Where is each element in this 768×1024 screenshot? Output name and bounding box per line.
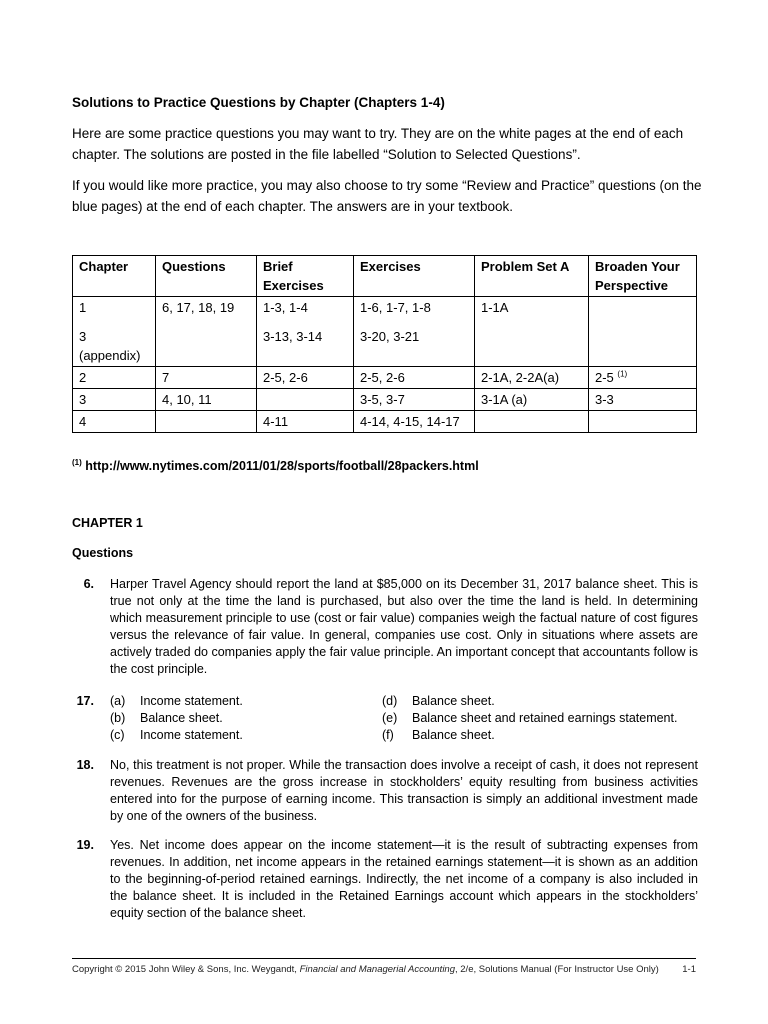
cell-chapter-3-appendix: 3 (appendix): [79, 329, 141, 363]
footnote-link[interactable]: http://www.nytimes.com/2011/01/28/sports/football/28packers.html: [85, 459, 479, 474]
col-header-broaden: Broaden Your Perspective: [589, 256, 697, 297]
table-row: [73, 389, 697, 411]
list-item: [110, 710, 223, 727]
footnote-marker: (1): [617, 369, 628, 379]
list-item-label: (d): [382, 694, 398, 708]
cell-questions: 4, 10, 11: [156, 389, 257, 411]
page-footer: [72, 964, 696, 975]
page-number: 1-1: [682, 964, 696, 975]
cell-chapter: [73, 297, 156, 367]
answer-number: 6.: [83, 577, 94, 591]
table-row: [73, 411, 697, 433]
cell-brief-1: 1-3, 1-4: [263, 300, 308, 315]
cell-exercises: [354, 297, 475, 367]
intro-paragraph-2: If you would like more practice, you may also choose to try some “Review and Practice” questions (on the blue pages) at the end of each chapter. The answers are in your textbook.: [72, 178, 702, 214]
col-header-exercises: Exercises: [354, 256, 475, 297]
footer-book-title: Financial and Managerial Accounting: [299, 964, 455, 975]
cell-chapter: 2: [73, 367, 156, 389]
cell-exercises-3: 3-20, 3-21: [360, 329, 420, 344]
cell-problem: [475, 411, 589, 433]
cell-questions: 6, 17, 18, 19: [156, 297, 257, 367]
cell-problem: 2-1A, 2-2A(a): [475, 367, 589, 389]
list-item-label: (b): [110, 711, 126, 725]
cell-brief-3: 3-13, 3-14: [263, 329, 323, 344]
list-item: [110, 727, 243, 744]
answer-number: 19.: [76, 838, 94, 852]
col-header-problem-set-a: Problem Set A: [475, 256, 589, 297]
list-item-text: Income statement.: [140, 694, 243, 708]
footnote: [72, 458, 479, 473]
cell-chapter-1: 1: [79, 300, 87, 315]
cell-chapter: 4: [73, 411, 156, 433]
table-header-row: [73, 256, 697, 297]
cell-questions: [156, 411, 257, 433]
list-item-text: Balance sheet.: [412, 728, 495, 742]
list-item-text: Balance sheet.: [412, 694, 495, 708]
footnote-marker-label: (1): [72, 458, 82, 467]
list-item-label: (a): [110, 694, 126, 708]
cell-exercises: 3-5, 3-7: [354, 389, 475, 411]
cell-questions: 7: [156, 367, 257, 389]
list-item: [382, 727, 495, 744]
answer-text: Yes. Net income does appear on the income statement—it is the result of subtracting expenses from revenues. In addition, net income appears in the retained earnings statement—it is shown as an addition to the beginning-of-period retained earnings. Indirectly, the net income of a company is also included in the balance sheet. It is included in the Retained Earnings account which appears in the stockholders’ equity section of the balance sheet.: [110, 838, 698, 920]
cell-problem: 3-1A (a): [475, 389, 589, 411]
cell-exercises: 2-5, 2-6: [354, 367, 475, 389]
footer-divider: [72, 958, 696, 959]
list-item-label: (f): [382, 728, 394, 742]
cell-broaden: [589, 411, 697, 433]
page-title: Solutions to Practice Questions by Chapter (Chapters 1-4): [72, 95, 445, 110]
cell-brief: 4-11: [257, 411, 354, 433]
cell-problem: 1-1A: [475, 297, 589, 367]
col-header-questions: Questions: [156, 256, 257, 297]
col-header-chapter: Chapter: [73, 256, 156, 297]
cell-chapter: 3: [73, 389, 156, 411]
list-item-text: Balance sheet and retained earnings statement.: [412, 711, 678, 725]
list-item-text: Balance sheet.: [140, 711, 223, 725]
cell-exercises: 4-14, 4-15, 14-17: [354, 411, 475, 433]
practice-questions-table: [72, 255, 697, 433]
footer-copyright: [72, 964, 659, 975]
questions-heading: Questions: [72, 546, 134, 560]
cell-broaden: [589, 297, 697, 367]
list-item-text: Income statement.: [140, 728, 243, 742]
list-item: [110, 693, 243, 710]
list-item-label: (c): [110, 728, 125, 742]
list-item: [382, 710, 677, 727]
cell-brief: 2-5, 2-6: [257, 367, 354, 389]
footer-edition: , 2/e, Solutions Manual (For Instructor Use Only): [455, 964, 659, 975]
cell-broaden: [589, 367, 697, 389]
answer-number: 17.: [76, 694, 94, 708]
table-row: [73, 297, 697, 367]
col-header-brief-exercises: Brief Exercises: [257, 256, 354, 297]
list-item: [382, 693, 495, 710]
answer-number: 18.: [76, 758, 94, 772]
table-row: [73, 367, 697, 389]
answer-text: No, this treatment is not proper. While the transaction does involve a receipt of cash, it does not represent revenues. Revenues are the gross increase in stockholders’ equity resulting from business activities entered into for the purpose of earning income. This transaction is simply an additional investment made by one of the owners of the business.: [110, 758, 698, 823]
answer-text: Harper Travel Agency should report the land at $85,000 on its December 31, 2017 balance sheet. This is true not only at the time the land is purchased, but also over the time the land is held. In determining which measurement principle to use (cost or fair value) companies weigh the factual nature of cost figures versus the relevance of fair value. In general, companies use cost. Only in situations where assets are actively traded do companies apply the fair value principle. An important concept that accountants follow is the cost principle.: [110, 577, 698, 676]
cell-brief: [257, 297, 354, 367]
cell-brief: [257, 389, 354, 411]
chapter-heading: CHAPTER 1: [72, 516, 143, 530]
cell-broaden: 3-3: [589, 389, 697, 411]
cell-exercises-1: 1-6, 1-7, 1-8: [360, 300, 431, 315]
list-item-label: (e): [382, 711, 398, 725]
footer-copyright-text: Copyright © 2015 John Wiley & Sons, Inc. Weygandt,: [72, 964, 297, 975]
cell-broaden-value: 2-5: [595, 370, 614, 385]
intro-paragraph-1: Here are some practice questions you may want to try. They are on the white pages at the end of each chapter. The solutions are posted in the file labelled “Solution to Selected Questions”.: [72, 126, 684, 162]
